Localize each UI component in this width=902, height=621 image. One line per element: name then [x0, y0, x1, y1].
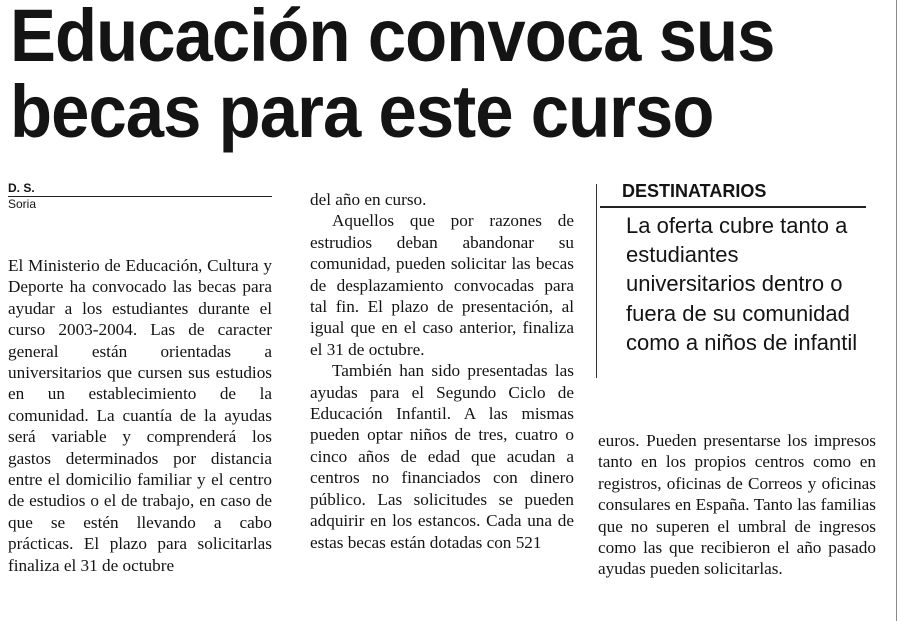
- paragraph-continuation: del año en curso.: [310, 190, 427, 209]
- paragraph-infantil: También han sido presentadas las ayudas para el Segundo Ciclo de Educación Infantil. A las mismas pueden optar niños de tres, cuatro o cinco años de edad que acudan a centros no financiados con dinero público. Las solicitudes se pueden adquirir en los estancos. Cada una de estas becas están dotadas con 521: [310, 361, 574, 552]
- article-column-2: [310, 189, 574, 553]
- byline: [8, 182, 272, 211]
- sidebar-vertical-rule: [596, 184, 597, 378]
- headline-line-1: Educación convoca sus: [10, 0, 775, 77]
- article-column-3: [598, 430, 876, 580]
- headline: [10, 0, 828, 153]
- sidebar-text: La oferta cubre tanto a estudiantes universitarios dentro o fuera de su comunidad como a niños de infantil: [626, 213, 858, 355]
- byline-place: Soria: [8, 197, 37, 211]
- sidebar-title: DESTINATARIOS: [622, 181, 767, 201]
- paragraph-intro: El Ministerio de Educación, Cultura y Deporte ha convocado las becas para ayudar a los estudiantes durante el curso 2003-2004. Las de caracter general están orientadas a universitarios que cursen sus estudios en un establecimiento de la comunidad. La cuantía de la ayudas será variable y comprenderá los gastos determinados por distancia entre el domicilio familiar y el centro de estudios o el de trabajo, en caso de que se estén llevando a cabo prácticas. El plazo para solicitarlas finaliza el 31 de octubre: [8, 256, 272, 575]
- byline-author: D. S.: [8, 182, 272, 197]
- article-column-1: [8, 255, 272, 576]
- page-edge-rule: [896, 0, 897, 621]
- sidebar-title-rule: [600, 206, 866, 208]
- paragraph-desplazamiento: Aquellos que por razones de estrudios deban abandonar su comunidad, pueden solicitar las becas de desplazamiento convocadas para tal fin. El plazo de presentación, al igual que en el caso anterior, finaliza el 31 de octubre.: [310, 211, 574, 359]
- sidebar-box: [596, 178, 868, 380]
- paragraph-conclusion: euros. Pueden presentarse los impresos tanto en los propios centros como en registros, oficinas de Correos y oficinas consulares en España. Tanto las familias que no superen el umbral de ingresos como las que recibieron el año pasado ayudas pueden solicitarlas.: [598, 431, 876, 579]
- headline-line-2: becas para este curso: [10, 70, 714, 153]
